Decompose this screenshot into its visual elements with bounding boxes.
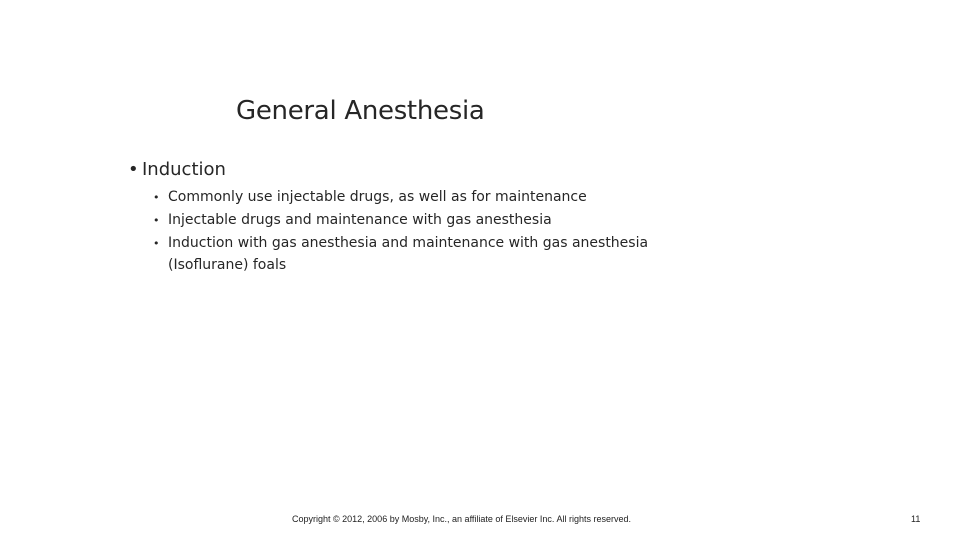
list-item-text-continued: (Isoflurane) foals [168,257,287,273]
bullet-induction [128,159,226,180]
slide-title: General Anesthesia [236,96,485,126]
bullet-dot: • [128,159,139,180]
copyright-footer: Copyright © 2012, 2006 by Mosby, Inc., an affiliate of Elsevier Inc. All rights reserved. [292,514,631,524]
list-item [153,232,648,275]
list-item-text: Commonly use injectable drugs, as well as for maintenance [168,189,587,205]
bullet-dot: • [153,214,160,227]
list-item-text: Induction with gas anesthesia and maintenance with gas anesthesia [168,235,649,251]
list-item [153,186,648,209]
list-item-text: Injectable drugs and maintenance with gas anesthesia [168,212,552,228]
sub-bullet-list [153,186,648,275]
bullet-dot: • [153,237,160,250]
list-item [153,209,648,232]
page-number: 11 [911,514,921,524]
bullet-label: Induction [142,159,226,180]
bullet-dot: • [153,191,160,204]
